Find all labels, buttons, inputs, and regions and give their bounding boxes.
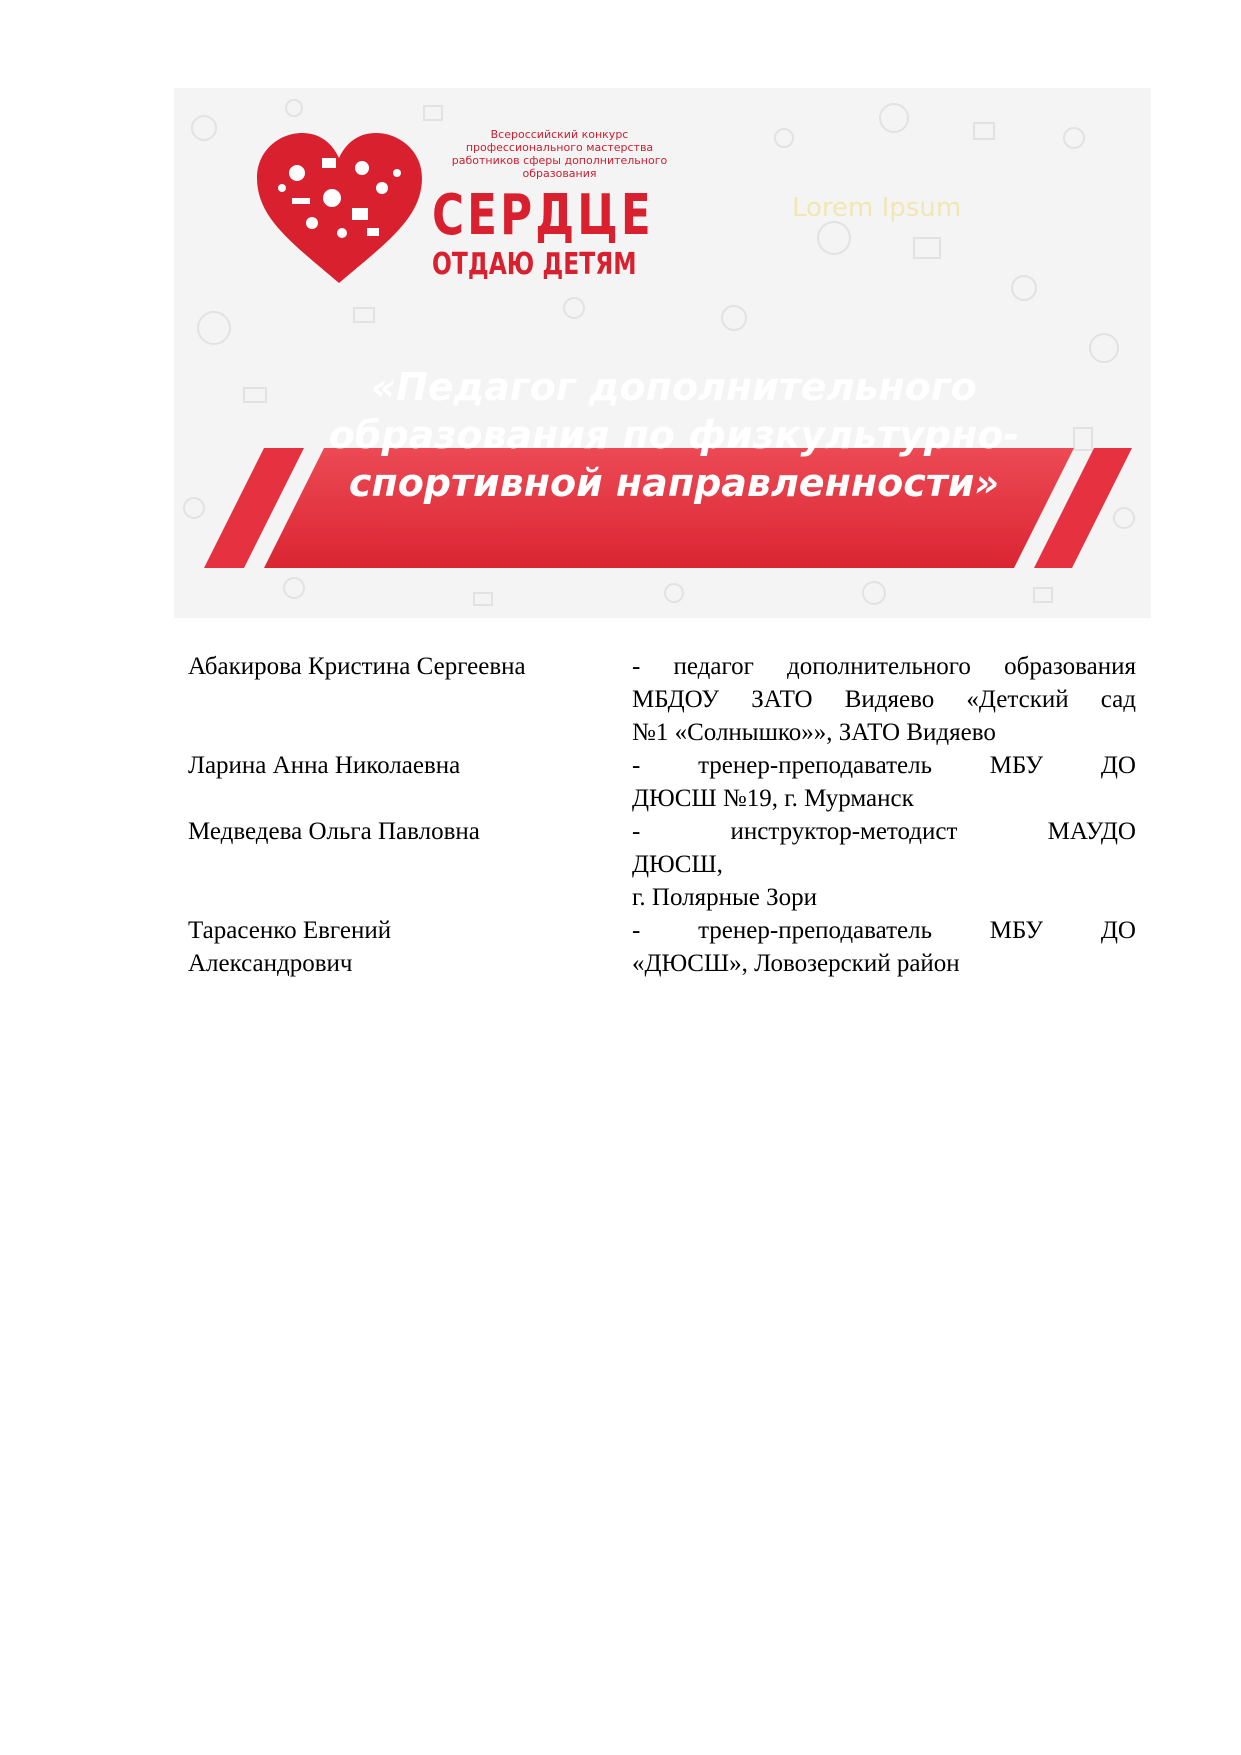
participant-role-line: г. Полярные Зори [632,884,818,911]
participant-name [188,815,632,914]
contest-title: СЕРДЦЕ [432,183,654,248]
participant-name [188,650,632,749]
participant-role-line: - тренер-преподаватель МБУ ДО [632,752,1136,779]
participant-row [188,914,1136,980]
participant-name-line: Тарасенко Евгений [188,917,392,944]
contest-banner [174,88,1151,618]
contest-logo-text [432,128,702,282]
participant-name-line: Александрович [188,950,353,977]
participant-name [188,914,632,980]
participant-name [188,749,632,815]
participant-role [632,749,1136,815]
participant-role [632,914,1136,980]
participant-row [188,749,1136,815]
participant-name-line: Ларина Анна Николаевна [188,752,461,779]
participant-role-line: №1 «Солнышко»», ЗАТО Видяево [632,719,996,746]
participant-role-line: - тренер-преподаватель МБУ ДО [632,917,1136,944]
participant-row [188,815,1136,914]
contest-tagline: ОТДАЮ ДЕТЯМ [432,247,637,282]
participant-role-line: МБДОУ ЗАТО Видяево «Детский сад [632,686,1136,713]
heart-logo-icon [252,128,427,288]
participant-name-line: Медведева Ольга Павловна [188,818,480,845]
participant-role-line: ДЮСШ №19, г. Мурманск [632,785,914,812]
participant-role-line: - педагог дополнительного образования [632,653,1136,680]
nomination-title: «Педагог дополнительного образования по физкультурно-спортивной направленности» [328,365,1020,505]
participant-role-line: ДЮСШ, [632,851,723,878]
participant-role-line: - инструктор-методист МАУДО [632,818,1136,845]
participants-list [188,650,1136,980]
participant-role [632,650,1136,749]
participant-role [632,815,1136,914]
watermark-text: Lorem Ipsum [792,193,962,223]
participant-name-line: Абакирова Кристина Сергеевна [188,653,526,680]
contest-subtitle: Всероссийский конкурс профессионального мастерства работников сферы дополнительного образования [451,128,668,180]
contest-logo [252,128,692,328]
participant-role-line: «ДЮСШ», Ловозерский район [632,950,960,977]
participant-row [188,650,1136,749]
